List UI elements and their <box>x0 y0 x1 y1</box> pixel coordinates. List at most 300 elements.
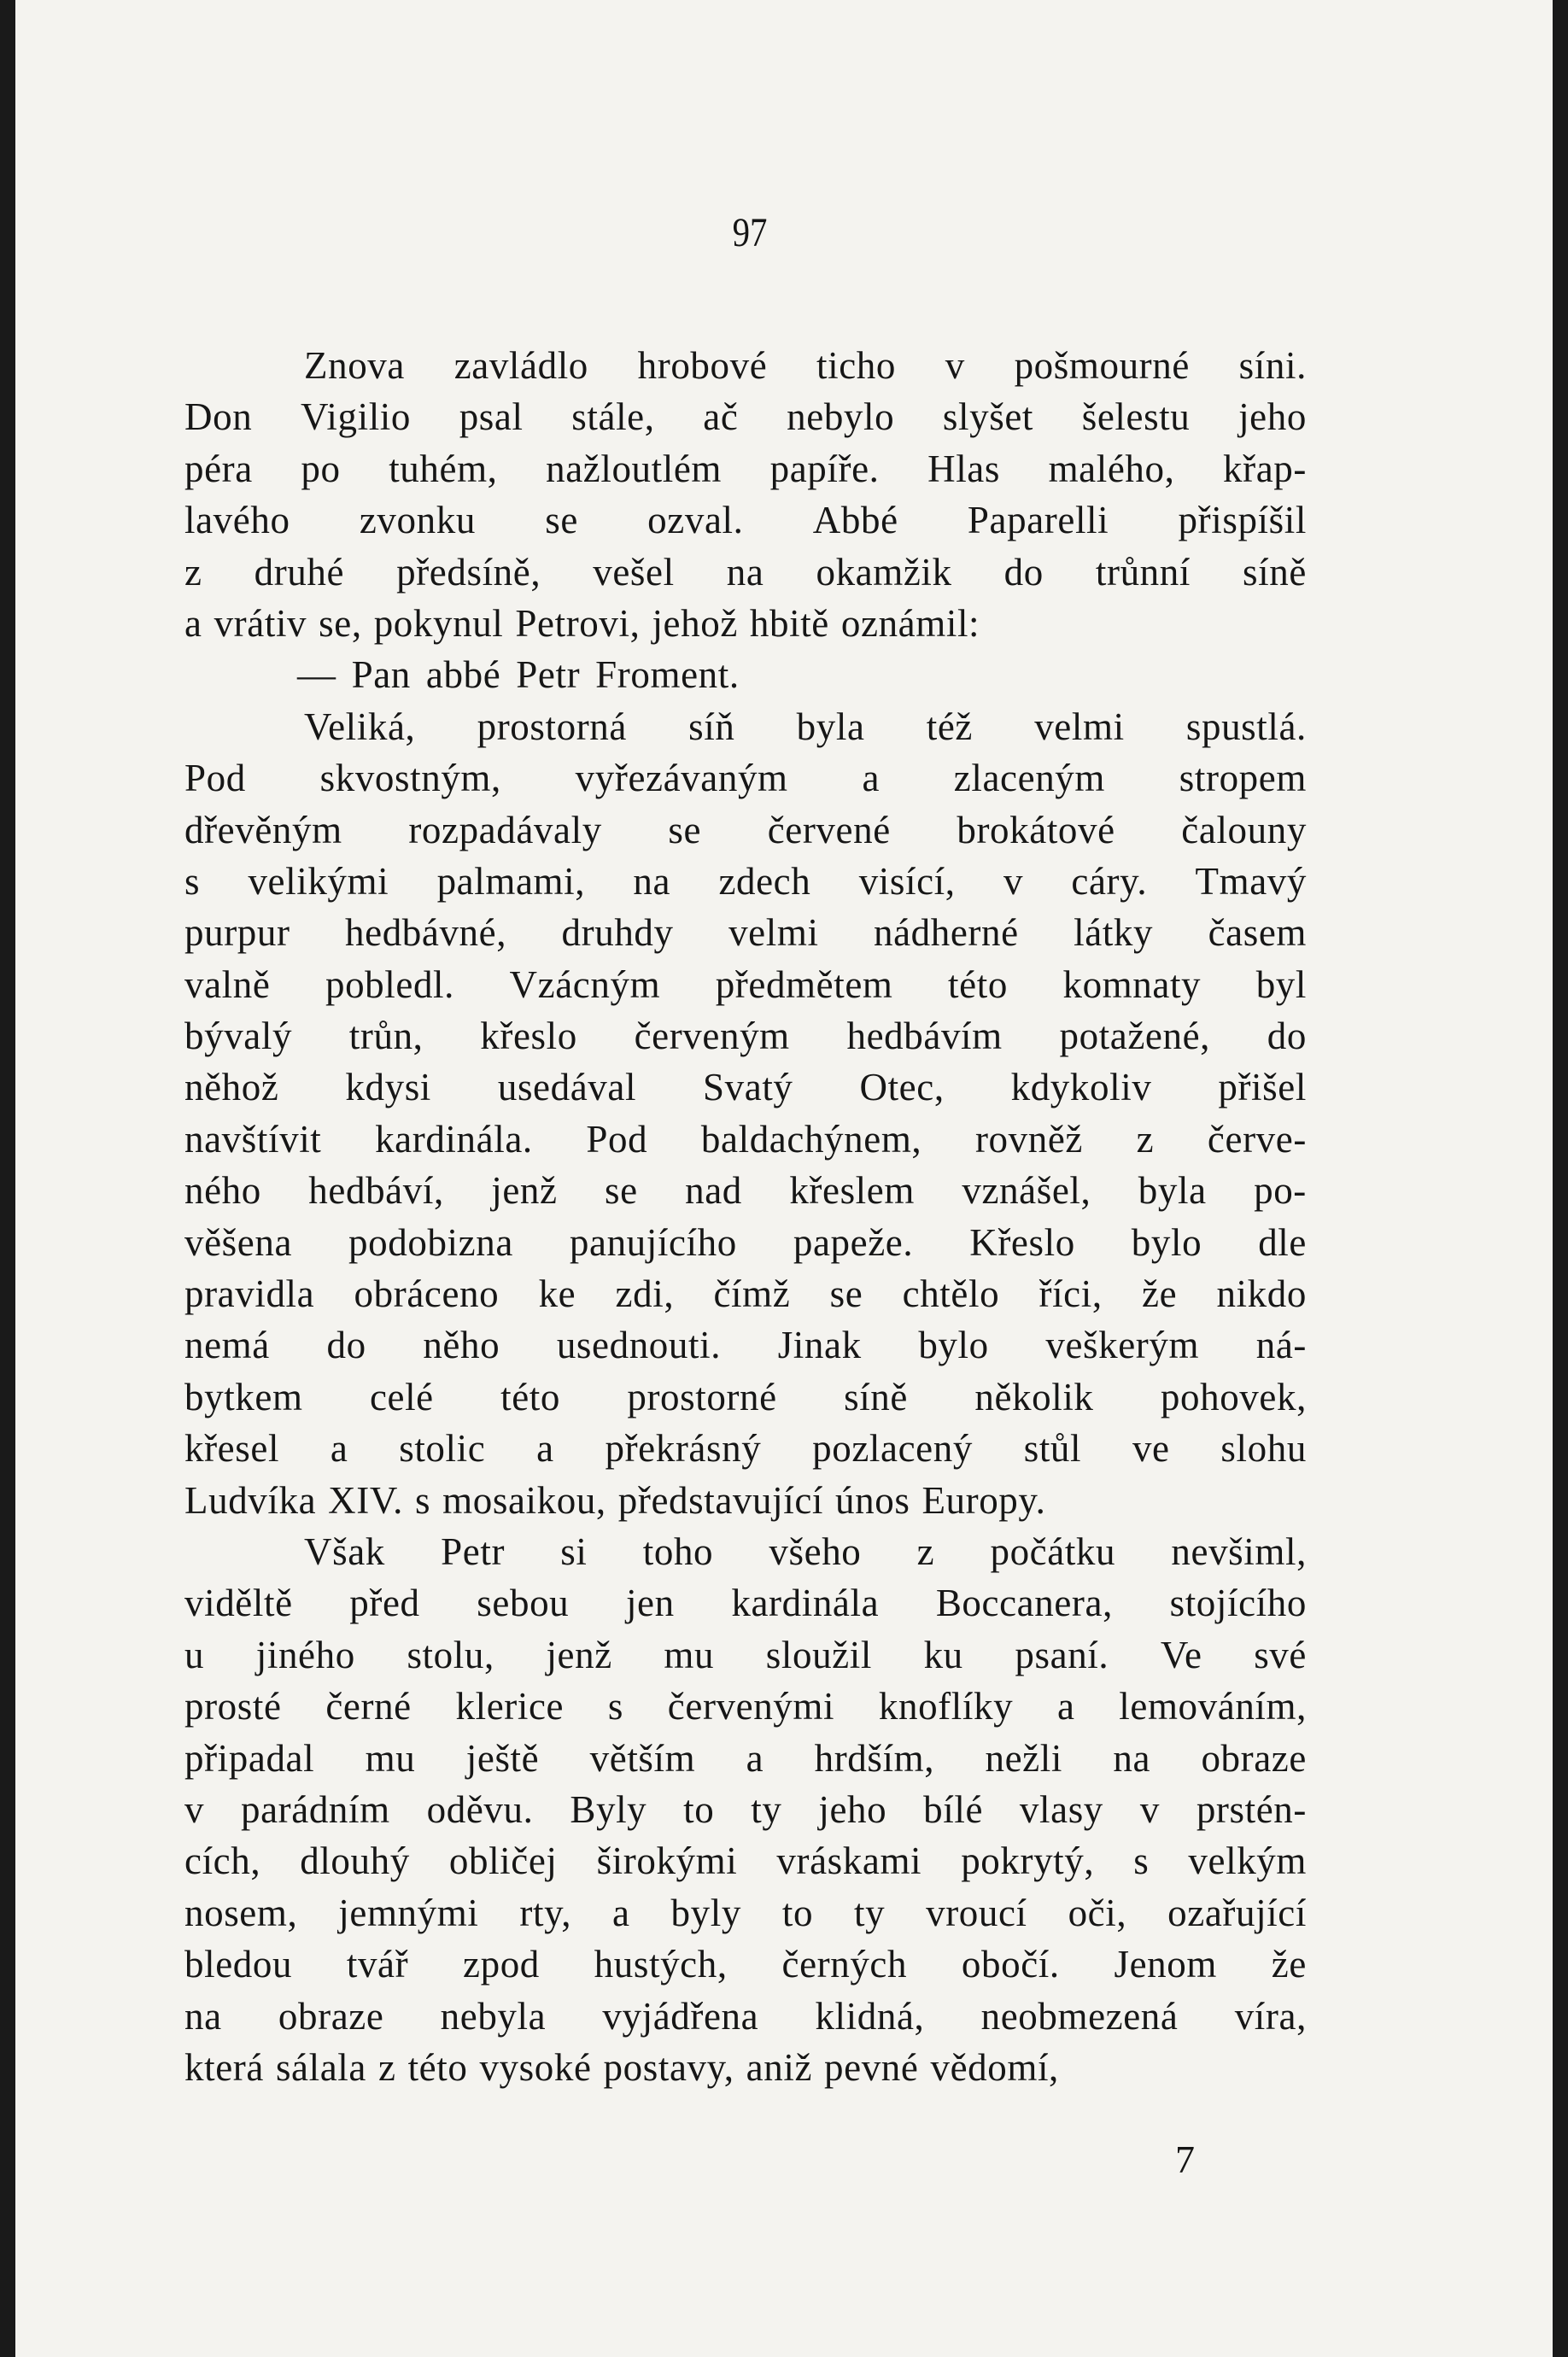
word: usednouti. <box>556 1324 722 1367</box>
word: jiného <box>255 1633 355 1676</box>
text-line <box>184 1010 1307 1062</box>
word: slyšet <box>942 395 1034 439</box>
word: Hlas <box>927 447 1000 490</box>
word: viděltě <box>184 1582 293 1625</box>
word: pravidla <box>184 1272 315 1316</box>
text-line <box>184 340 1307 391</box>
word: nažloutlém <box>546 447 723 490</box>
word: neobmezená <box>980 1994 1179 2038</box>
word: veškerým <box>1045 1324 1200 1367</box>
word: hedbávné, <box>345 911 507 955</box>
word: pevné <box>824 2045 919 2089</box>
word: čímž <box>713 1272 791 1316</box>
word: Veliká, <box>304 705 416 748</box>
word: Pod <box>184 757 246 800</box>
word: cáry. <box>1071 859 1148 903</box>
word: zdech <box>718 859 811 903</box>
word: Pod <box>586 1117 648 1161</box>
word: trůn, <box>348 1015 424 1058</box>
word: byly <box>670 1891 741 1934</box>
word: že <box>1271 1943 1307 1986</box>
word: křesel <box>184 1427 280 1471</box>
word: komnaty <box>1062 962 1202 1006</box>
word: sebou <box>477 1582 570 1625</box>
word: z <box>916 1529 935 1573</box>
word: říci, <box>1039 1272 1103 1316</box>
word: Paparelli <box>967 499 1109 542</box>
word: a <box>330 1427 348 1471</box>
word: zpod <box>463 1943 540 1986</box>
word: velmi <box>728 911 819 955</box>
word: Don <box>184 395 253 439</box>
word: toho <box>642 1529 714 1573</box>
word: šelestu <box>1081 395 1191 439</box>
word: jeho <box>1238 395 1307 439</box>
word: skvostným, <box>319 757 501 800</box>
word: Petr <box>441 1529 506 1573</box>
word: dřevěným <box>184 808 342 851</box>
word: Byly <box>570 1787 647 1831</box>
word: palmami, <box>436 859 586 903</box>
word: tvář <box>346 1943 409 1986</box>
word: nežli <box>985 1736 1062 1780</box>
word: na <box>184 1994 222 2038</box>
word: a <box>536 1427 554 1471</box>
word: obráceno <box>354 1272 500 1316</box>
word: něhož <box>184 1066 279 1109</box>
word: navštívit <box>184 1117 322 1161</box>
word: byl <box>1255 962 1307 1006</box>
word: panujícího <box>569 1220 737 1264</box>
word: bílé <box>923 1787 984 1831</box>
word: sálala <box>275 2045 366 2089</box>
word: Svatý <box>703 1066 793 1109</box>
word: červeným <box>634 1015 790 1058</box>
word: Křeslo <box>969 1220 1075 1264</box>
word: z <box>1136 1117 1155 1161</box>
word: předsíně, <box>396 550 541 594</box>
word: valně <box>184 962 271 1006</box>
word: jenž <box>546 1633 612 1676</box>
word: na <box>633 859 671 903</box>
word: nad <box>685 1169 742 1213</box>
word: černé <box>325 1685 412 1728</box>
word: lavého <box>184 499 290 542</box>
text-line <box>184 1577 1307 1629</box>
text-line <box>184 1319 1307 1371</box>
word: této <box>407 2045 468 2089</box>
word: péra <box>184 447 253 490</box>
word: ná- <box>1255 1324 1307 1367</box>
word: Ve <box>1160 1633 1202 1676</box>
word: nádherné <box>873 911 1019 955</box>
text-line <box>184 752 1307 804</box>
word: po- <box>1254 1169 1307 1213</box>
word: a <box>1056 1685 1075 1728</box>
word: hrobové <box>637 344 768 387</box>
word: rty, <box>519 1891 572 1934</box>
word: purpur <box>184 911 290 955</box>
word: hrdším, <box>814 1736 935 1780</box>
word: prostorná <box>477 705 627 748</box>
word: druhdy <box>561 911 674 955</box>
word: vešel <box>593 550 675 594</box>
word: dlouhý <box>300 1839 410 1883</box>
word: Vigilio <box>301 395 412 439</box>
word: pokynul <box>373 601 504 645</box>
word: s <box>1133 1839 1150 1883</box>
word: zvonku <box>359 499 476 542</box>
word: tuhém, <box>389 447 498 490</box>
word: to <box>683 1787 715 1831</box>
word: — <box>297 653 336 697</box>
word: vyřezávaným <box>575 757 788 800</box>
word: sloužil <box>765 1633 872 1676</box>
text-line <box>184 391 1307 442</box>
word: a <box>612 1891 630 1934</box>
word: s <box>607 1685 624 1728</box>
signature-mark: 7 <box>1175 2138 1195 2181</box>
word: knoflíky <box>878 1685 1014 1728</box>
word: psal <box>459 395 524 439</box>
text-line <box>184 959 1307 1010</box>
word: hedbáví, <box>308 1169 444 1213</box>
word: rovněž <box>974 1117 1083 1161</box>
text-line <box>184 547 1307 598</box>
word: pozlacený <box>812 1427 973 1471</box>
word: klidná, <box>815 1994 925 2038</box>
text-line <box>184 1939 1307 1990</box>
word: malého, <box>1048 447 1175 490</box>
text-line <box>184 1835 1307 1886</box>
word: únos <box>835 1478 910 1522</box>
word: bylo <box>1131 1220 1202 1264</box>
word: nebylo <box>787 395 895 439</box>
word: přišel <box>1218 1066 1307 1109</box>
word: si <box>560 1529 588 1573</box>
word: rozpadávaly <box>408 808 602 851</box>
word: černých <box>781 1943 908 1986</box>
text-line <box>184 1475 1307 1526</box>
word: své <box>1254 1633 1307 1676</box>
word: celé <box>369 1375 434 1418</box>
word: mu <box>365 1736 416 1780</box>
word: připadal <box>184 1736 315 1780</box>
word: vrátiv <box>214 601 307 645</box>
word: Europy. <box>921 1478 1046 1522</box>
word: vysoké <box>479 2045 592 2089</box>
text-line <box>184 1784 1307 1835</box>
word: pošmourné <box>1014 344 1190 387</box>
word: počátku <box>990 1529 1116 1573</box>
text-line <box>184 1217 1307 1268</box>
word: aniž <box>746 2045 813 2089</box>
word: klerice <box>455 1685 565 1728</box>
word: pokrytý, <box>961 1839 1095 1883</box>
word: jemnými <box>338 1891 479 1934</box>
word: bylo <box>918 1324 989 1367</box>
word: síni. <box>1238 344 1307 387</box>
word: Znova <box>304 344 405 387</box>
word: po <box>301 447 341 490</box>
word: Jinak <box>777 1324 862 1367</box>
word: Boccanera, <box>935 1582 1113 1625</box>
word: brokátové <box>957 808 1115 851</box>
word: mu <box>664 1633 715 1676</box>
word: ty <box>751 1787 782 1831</box>
word: této <box>948 962 1008 1006</box>
text-line <box>184 907 1307 958</box>
word: ke <box>538 1272 576 1316</box>
word: vznášel, <box>962 1169 1091 1213</box>
word: stále, <box>571 395 655 439</box>
word: pohovek, <box>1160 1375 1307 1418</box>
word: Petr <box>516 653 581 697</box>
word: ač <box>703 395 739 439</box>
word: Vzácným <box>509 962 661 1006</box>
word: u <box>184 1633 205 1676</box>
word: a <box>862 757 881 800</box>
word: Pan <box>351 653 411 697</box>
text-line <box>184 804 1307 856</box>
word: ticho <box>816 344 897 387</box>
word: potažené, <box>1059 1015 1211 1058</box>
word: spustlá. <box>1185 705 1307 748</box>
word: v <box>1003 859 1024 903</box>
word: trůnní <box>1095 550 1191 594</box>
word: červené <box>767 808 891 851</box>
word: jen <box>625 1582 675 1625</box>
word: z <box>184 550 202 594</box>
word: Froment. <box>595 653 740 697</box>
word: zavládlo <box>453 344 588 387</box>
word: věšena <box>184 1220 293 1264</box>
text-line <box>184 1114 1307 1165</box>
word: stropem <box>1179 757 1307 800</box>
word: větším <box>589 1736 696 1780</box>
word: v <box>945 344 965 387</box>
word: prosté <box>184 1685 282 1728</box>
word: a <box>746 1736 764 1780</box>
text-line <box>184 1526 1307 1577</box>
word: prostorné <box>627 1375 777 1418</box>
word: pobledl. <box>325 962 455 1006</box>
word: stolic <box>399 1427 486 1471</box>
text-line <box>184 701 1307 752</box>
word: červe- <box>1207 1117 1307 1161</box>
word: této <box>500 1375 561 1418</box>
word: do <box>1267 1015 1307 1058</box>
word: psaní. <box>1015 1633 1109 1676</box>
word: XIV. <box>328 1478 404 1522</box>
text-line <box>184 1629 1307 1681</box>
word: papeže. <box>793 1220 914 1264</box>
word: slohu <box>1220 1427 1307 1471</box>
word: časem <box>1208 911 1307 955</box>
word: představující <box>617 1478 824 1522</box>
word: zlaceným <box>953 757 1105 800</box>
word: Jenom <box>1114 1943 1217 1986</box>
word: kardinála <box>731 1582 880 1625</box>
word: byla <box>1138 1169 1207 1213</box>
word: dle <box>1258 1220 1307 1264</box>
word: byla <box>796 705 865 748</box>
word: jenž <box>491 1169 558 1213</box>
word: postavy, <box>603 2045 734 2089</box>
word: že <box>1142 1272 1178 1316</box>
word: křeslo <box>480 1015 577 1058</box>
word: velkým <box>1188 1839 1307 1883</box>
word: usedával <box>497 1066 637 1109</box>
text-line <box>184 2042 1307 2093</box>
word: všeho <box>769 1529 862 1573</box>
word: něho <box>423 1324 500 1367</box>
word: nikdo <box>1216 1272 1307 1316</box>
word: kdysi <box>345 1066 431 1109</box>
word: předmětem <box>715 962 893 1006</box>
word: se <box>605 1169 638 1213</box>
word: velmi <box>1034 705 1125 748</box>
word: ty <box>853 1891 886 1934</box>
word: která <box>184 2045 264 2089</box>
word: ozval. <box>647 499 744 542</box>
text-line <box>184 1372 1307 1423</box>
word: vědomí, <box>930 2045 1059 2089</box>
word: na <box>726 550 764 594</box>
page-number: 97 <box>732 210 768 255</box>
word: nosem, <box>184 1891 298 1934</box>
text-line <box>184 1681 1307 1732</box>
word: velikými <box>248 859 389 903</box>
word: křeslem <box>789 1169 915 1213</box>
word: mosaikou, <box>442 1478 606 1522</box>
word: a <box>184 601 202 645</box>
word: čalouny <box>1181 808 1307 851</box>
word: síně <box>1243 550 1307 594</box>
word: ku <box>923 1633 963 1676</box>
word: podobizna <box>348 1220 513 1264</box>
word: druhé <box>254 550 345 594</box>
word: v <box>184 1787 205 1831</box>
word: vlasy <box>1019 1787 1103 1831</box>
word: cích, <box>184 1839 261 1883</box>
word: ještě <box>465 1736 540 1780</box>
word: Tmavý <box>1195 859 1307 903</box>
text-line <box>184 1268 1307 1319</box>
word: baldachýnem, <box>700 1117 922 1161</box>
word: v <box>1139 1787 1160 1831</box>
word: přispíšil <box>1178 499 1307 542</box>
word: Však <box>304 1529 385 1573</box>
word: ozařující <box>1167 1891 1307 1934</box>
word: obraze <box>1201 1736 1307 1780</box>
text-line <box>184 1733 1307 1784</box>
word: kardinála. <box>375 1117 533 1161</box>
word: látky <box>1074 911 1154 955</box>
word: hustých, <box>594 1943 728 1986</box>
text-line <box>184 494 1307 546</box>
word: jehož <box>652 601 738 645</box>
word: obočí. <box>961 1943 1060 1986</box>
word: bývalý <box>184 1015 293 1058</box>
word: lemováním, <box>1119 1685 1307 1728</box>
word: stolu, <box>407 1633 494 1676</box>
word: oznámil: <box>840 601 980 645</box>
text-line <box>184 1991 1307 2042</box>
word: abbé <box>425 653 501 697</box>
word: před <box>349 1582 420 1625</box>
word: bledou <box>184 1943 293 1986</box>
word: vyjádřena <box>602 1994 759 2038</box>
word: širokými <box>596 1839 738 1883</box>
word: zdi, <box>615 1272 675 1316</box>
text-line <box>184 443 1307 494</box>
word: kdykoliv <box>1010 1066 1152 1109</box>
text-line <box>184 1887 1307 1939</box>
word: visící, <box>858 859 956 903</box>
word: papíře. <box>769 447 880 490</box>
word: Petrovi, <box>515 601 641 645</box>
word: parádním <box>241 1787 390 1831</box>
word: víra, <box>1234 1994 1307 2038</box>
word: okamžik <box>816 550 952 594</box>
word: z <box>377 2045 396 2089</box>
word: chtělo <box>902 1272 1000 1316</box>
word: Abbé <box>812 499 898 542</box>
word: křap- <box>1223 447 1307 490</box>
word: hedbávím <box>846 1015 1003 1058</box>
word: červenými <box>667 1685 835 1728</box>
word: se <box>829 1272 863 1316</box>
word: ného <box>184 1169 261 1213</box>
word: ve <box>1132 1427 1170 1471</box>
word: stojícího <box>1169 1582 1307 1625</box>
text-line <box>184 598 1307 649</box>
word: síně <box>844 1375 908 1418</box>
word: vroucí <box>926 1891 1027 1934</box>
word: do <box>1003 550 1044 594</box>
word: se <box>545 499 578 542</box>
text-line <box>184 1165 1307 1216</box>
word: několik <box>974 1375 1094 1418</box>
body-text <box>184 340 1307 2093</box>
word: to <box>781 1891 814 1934</box>
word: obraze <box>278 1994 384 2038</box>
word: nevšiml, <box>1171 1529 1307 1573</box>
word: též <box>926 705 973 748</box>
text-line <box>184 856 1307 907</box>
word: obličej <box>448 1839 558 1883</box>
word: se, <box>319 601 362 645</box>
word: bytkem <box>184 1375 303 1418</box>
word: s <box>415 1478 431 1522</box>
word: do <box>326 1324 366 1367</box>
word: na <box>1113 1736 1151 1780</box>
word: nemá <box>184 1324 270 1367</box>
word: stůl <box>1023 1427 1082 1471</box>
word: hbitě <box>749 601 829 645</box>
word: síň <box>688 705 735 748</box>
word: Otec, <box>859 1066 945 1109</box>
word: jeho <box>818 1787 887 1831</box>
word: Ludvíka <box>184 1478 317 1522</box>
word: prstén- <box>1196 1787 1307 1831</box>
word: nebyla <box>440 1994 547 2038</box>
word: se <box>668 808 702 851</box>
text-line <box>184 1062 1307 1113</box>
text-line <box>184 1423 1307 1474</box>
word: vráskami <box>776 1839 922 1883</box>
